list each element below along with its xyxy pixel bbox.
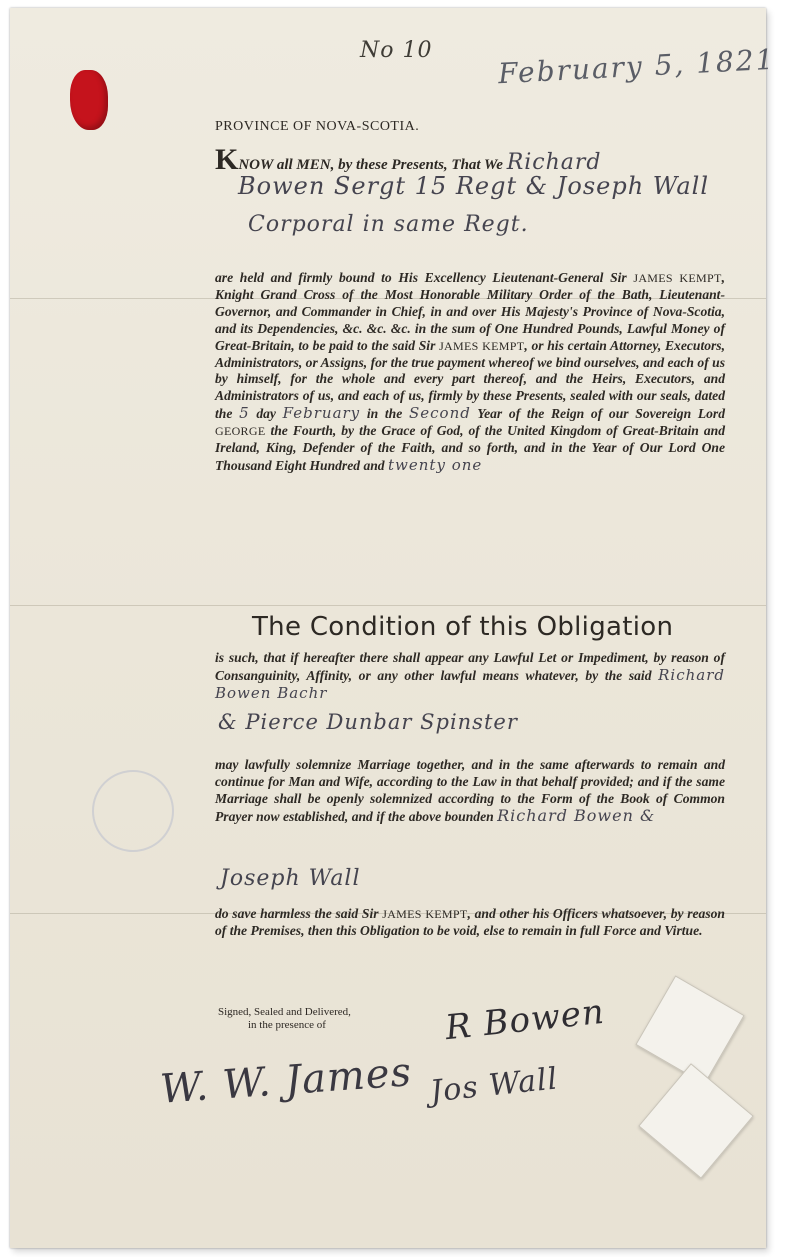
bond-text: , Knight Grand Cross of the Most Honorable Military Order of the Bath, Lieutenant-Governor, and Commander in Chief, in and over His Majesty's Province of Nova-Scotia, and its Dependencies, &c. &c. &c. in the sum of One Hundred Pounds, Lawful Money of Great-Britain, to be paid to the said Sir [215, 270, 725, 353]
handwritten-groom: Richard Bowen Bachr [215, 665, 726, 702]
condition-paragraph-2 [215, 757, 725, 826]
name-kempt: JAMES KEMPT [439, 338, 525, 353]
signed-line-2: in the presence of [248, 1019, 326, 1031]
province-heading: PROVINCE OF NOVA-SCOTIA. [215, 119, 420, 134]
condition-paragraph-1 [215, 650, 725, 703]
red-wax-seal [70, 70, 108, 130]
condition-text: do save harmless the said Sir [215, 906, 379, 921]
handwritten-bounden: Richard Bowen & [497, 805, 656, 825]
handwritten-day: 5 [239, 404, 250, 423]
condition-paragraph-3 [215, 906, 725, 940]
signed-line-1: Signed, Sealed and Delivered, [218, 1006, 351, 1018]
document-number: No 10 [360, 38, 433, 63]
signature-bowen: R Bowen [443, 991, 607, 1049]
handwritten-regnal-year: Second [408, 404, 471, 423]
fold-line [10, 605, 766, 606]
handwritten-year: twenty one [388, 455, 483, 474]
drop-cap: K [215, 143, 239, 176]
handwritten-name: Richard [506, 150, 602, 175]
bond-text: day [256, 406, 276, 422]
faint-embossed-stamp [92, 770, 174, 852]
bond-paragraph [215, 270, 725, 475]
signature-wall: Jos Wall [428, 1061, 560, 1110]
handwritten-rank: Corporal in same Regt. [248, 212, 529, 237]
bond-text: in the [366, 406, 403, 422]
bond-text: Year of the Reign of our Sovereign Lord [477, 406, 726, 422]
condition-text: , and other his Officers whatsoever, by reason of the Premises, then this Obligation to be void, else to remain in full Force and Virtue. [215, 906, 725, 938]
bond-text: , or his certain Attorney, Executors, Administrators, or Assigns, for the true payment whereof we bind ourselves, and each of us by himself, for the whole and every part thereof, and the Heirs, Executors, and Administrators of us, and each of us, firmly by these Presents, sealed with our seals, dated the [215, 337, 725, 422]
intro-text: NOW all MEN, by these Presents, That We [238, 157, 503, 173]
name-kempt: JAMES KEMPT [633, 271, 722, 285]
signature-witness: W. W. James [158, 1049, 414, 1113]
name-kempt: JAMES KEMPT [382, 907, 468, 921]
date-annotation: February 5, 1821 [497, 42, 777, 91]
name-george: GEORGE [215, 424, 266, 439]
bond-text: the Fourth, by the Grace of God, of the United Kingdom of Great-Britain and Ireland, King, Defender of the Faith, and so forth, and in the Year of Our Lord One Thousand Eight Hundred and [215, 423, 725, 473]
condition-heading: The Condition of this Obligation [252, 612, 674, 642]
handwritten-names: Bowen Sergt 15 Regt & Joseph Wall [238, 172, 710, 200]
condition-text: is such, that if hereafter there shall appear any Lawful Let or Impediment, by reason of Consanguinity, Affinity, or any other lawful means whatever, by the said [215, 650, 725, 683]
handwritten-bride: & Pierce Dunbar Spinster [218, 710, 518, 734]
bond-text: are held and firmly bound to His Excellency Lieutenant-General Sir [215, 270, 627, 285]
handwritten-bounden-2: Joseph Wall [220, 866, 361, 891]
handwritten-month: February [282, 404, 361, 423]
condition-text: may lawfully solemnize Marriage together, and in the same afterwards to remain and continue for Man and Wife, according to the Law in that behalf provided; and if the same Marriage shall be openly solemnized according to the Form of the Book of Common Prayer now established, and if the above bounden [215, 757, 725, 824]
signed-note [218, 1006, 351, 1032]
